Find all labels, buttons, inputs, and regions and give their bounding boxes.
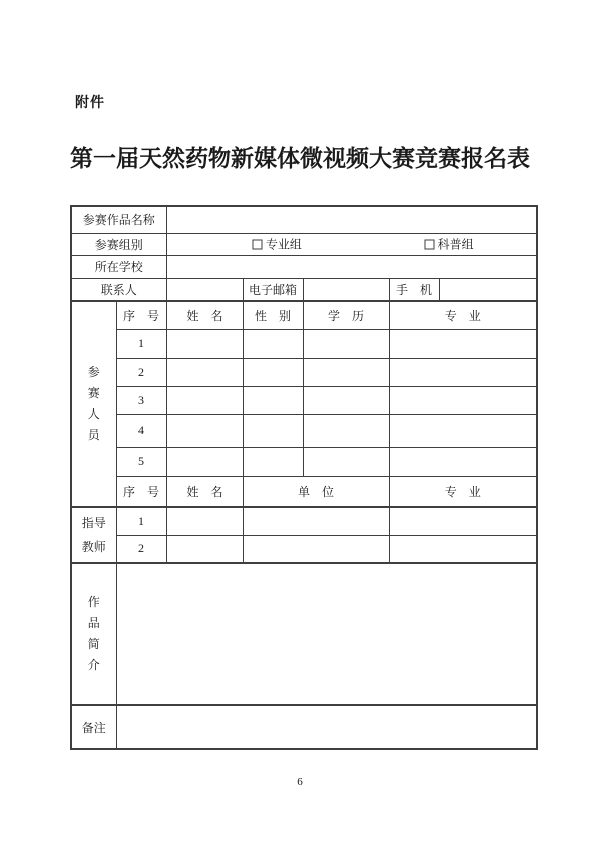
participant-education-field bbox=[303, 447, 389, 476]
advisor-number: 1 bbox=[116, 507, 166, 535]
advisor-col-header-unit: 单 位 bbox=[243, 476, 389, 507]
page-number: 6 bbox=[297, 776, 303, 788]
summary-label-char: 介 bbox=[87, 658, 100, 672]
participant-number: 5 bbox=[116, 447, 166, 476]
row-advisors-header bbox=[71, 476, 537, 507]
advisor-col-header-major: 专 业 bbox=[389, 476, 537, 507]
row-school bbox=[71, 255, 537, 278]
summary-label-char: 品 bbox=[87, 616, 100, 630]
mobile-field bbox=[439, 278, 537, 301]
summary-section-label bbox=[71, 563, 116, 705]
participant-number: 2 bbox=[116, 358, 166, 386]
col-header-gender: 性 别 bbox=[243, 301, 303, 329]
participant-education-field bbox=[303, 414, 389, 447]
participant-education-field bbox=[303, 386, 389, 414]
row-summary bbox=[71, 563, 537, 705]
page-title: 第一届天然药物新媒体微视频大赛竞赛报名表 bbox=[70, 145, 530, 171]
notes-label: 备注 bbox=[71, 705, 116, 749]
participant-name-field bbox=[166, 329, 243, 358]
email-label: 电子邮箱 bbox=[243, 278, 303, 301]
participant-major-field bbox=[389, 329, 537, 358]
option-science-group bbox=[425, 236, 474, 253]
checkbox-icon bbox=[425, 240, 435, 250]
participant-gender-field bbox=[243, 414, 303, 447]
mobile-label: 手 机 bbox=[389, 278, 439, 301]
advisor-col-header-name: 姓 名 bbox=[166, 476, 243, 507]
advisor-row bbox=[71, 507, 537, 535]
participants-label-char: 人 bbox=[87, 407, 100, 421]
email-field bbox=[303, 278, 389, 301]
participant-row bbox=[71, 386, 537, 414]
school-field bbox=[166, 255, 537, 278]
option-professional-group bbox=[253, 236, 302, 253]
advisor-unit-field bbox=[243, 507, 389, 535]
participants-label-char: 赛 bbox=[87, 386, 100, 400]
option-professional-label: 专业组 bbox=[265, 237, 302, 252]
participant-education-field bbox=[303, 329, 389, 358]
participant-number: 1 bbox=[116, 329, 166, 358]
summary-label-char: 作 bbox=[87, 595, 100, 609]
participant-major-field bbox=[389, 414, 537, 447]
contact-field bbox=[166, 278, 243, 301]
advisor-number: 2 bbox=[116, 535, 166, 563]
attachment-label: 附件 bbox=[75, 94, 105, 110]
contact-label: 联系人 bbox=[71, 278, 166, 301]
school-label: 所在学校 bbox=[71, 255, 166, 278]
summary-label-char: 简 bbox=[87, 637, 100, 651]
advisor-col-header-number: 序 号 bbox=[116, 476, 166, 507]
group-label: 参赛组别 bbox=[71, 233, 166, 255]
participant-row bbox=[71, 329, 537, 358]
advisor-unit-field bbox=[243, 535, 389, 563]
participant-number: 3 bbox=[116, 386, 166, 414]
participant-gender-field bbox=[243, 386, 303, 414]
participant-name-field bbox=[166, 414, 243, 447]
participant-major-field bbox=[389, 386, 537, 414]
participant-major-field bbox=[389, 447, 537, 476]
row-group bbox=[71, 233, 537, 255]
notes-field bbox=[116, 705, 537, 749]
participant-name-field bbox=[166, 386, 243, 414]
checkbox-icon bbox=[253, 240, 263, 250]
group-options-cell bbox=[166, 233, 537, 255]
row-contact bbox=[71, 278, 537, 301]
col-header-education: 学 历 bbox=[303, 301, 389, 329]
participant-major-field bbox=[389, 358, 537, 386]
registration-form-table bbox=[70, 205, 538, 750]
participant-name-field bbox=[166, 358, 243, 386]
participant-gender-field bbox=[243, 329, 303, 358]
work-name-field bbox=[166, 206, 537, 233]
col-header-number: 序 号 bbox=[116, 301, 166, 329]
advisor-name-field bbox=[166, 535, 243, 563]
col-header-major: 专 业 bbox=[389, 301, 537, 329]
option-science-label: 科普组 bbox=[437, 237, 474, 252]
participant-number: 4 bbox=[116, 414, 166, 447]
advisors-label-line: 指导 bbox=[81, 516, 106, 530]
advisors-section-label bbox=[71, 507, 116, 563]
row-participants-header bbox=[71, 301, 537, 329]
advisor-row bbox=[71, 535, 537, 563]
participant-name-field bbox=[166, 447, 243, 476]
row-work-name bbox=[71, 206, 537, 233]
advisor-name-field bbox=[166, 507, 243, 535]
participant-row bbox=[71, 447, 537, 476]
participant-row bbox=[71, 358, 537, 386]
advisors-label-line: 教师 bbox=[81, 540, 106, 554]
summary-field bbox=[116, 563, 537, 705]
participants-label-char: 员 bbox=[87, 428, 100, 442]
advisor-major-field bbox=[389, 535, 537, 563]
participants-section-label bbox=[71, 301, 116, 507]
participant-row bbox=[71, 414, 537, 447]
row-notes bbox=[71, 705, 537, 749]
work-name-label: 参赛作品名称 bbox=[71, 206, 166, 233]
col-header-name: 姓 名 bbox=[166, 301, 243, 329]
participant-gender-field bbox=[243, 447, 303, 476]
participants-label-char: 参 bbox=[87, 365, 100, 379]
advisor-major-field bbox=[389, 507, 537, 535]
participant-gender-field bbox=[243, 358, 303, 386]
participant-education-field bbox=[303, 358, 389, 386]
